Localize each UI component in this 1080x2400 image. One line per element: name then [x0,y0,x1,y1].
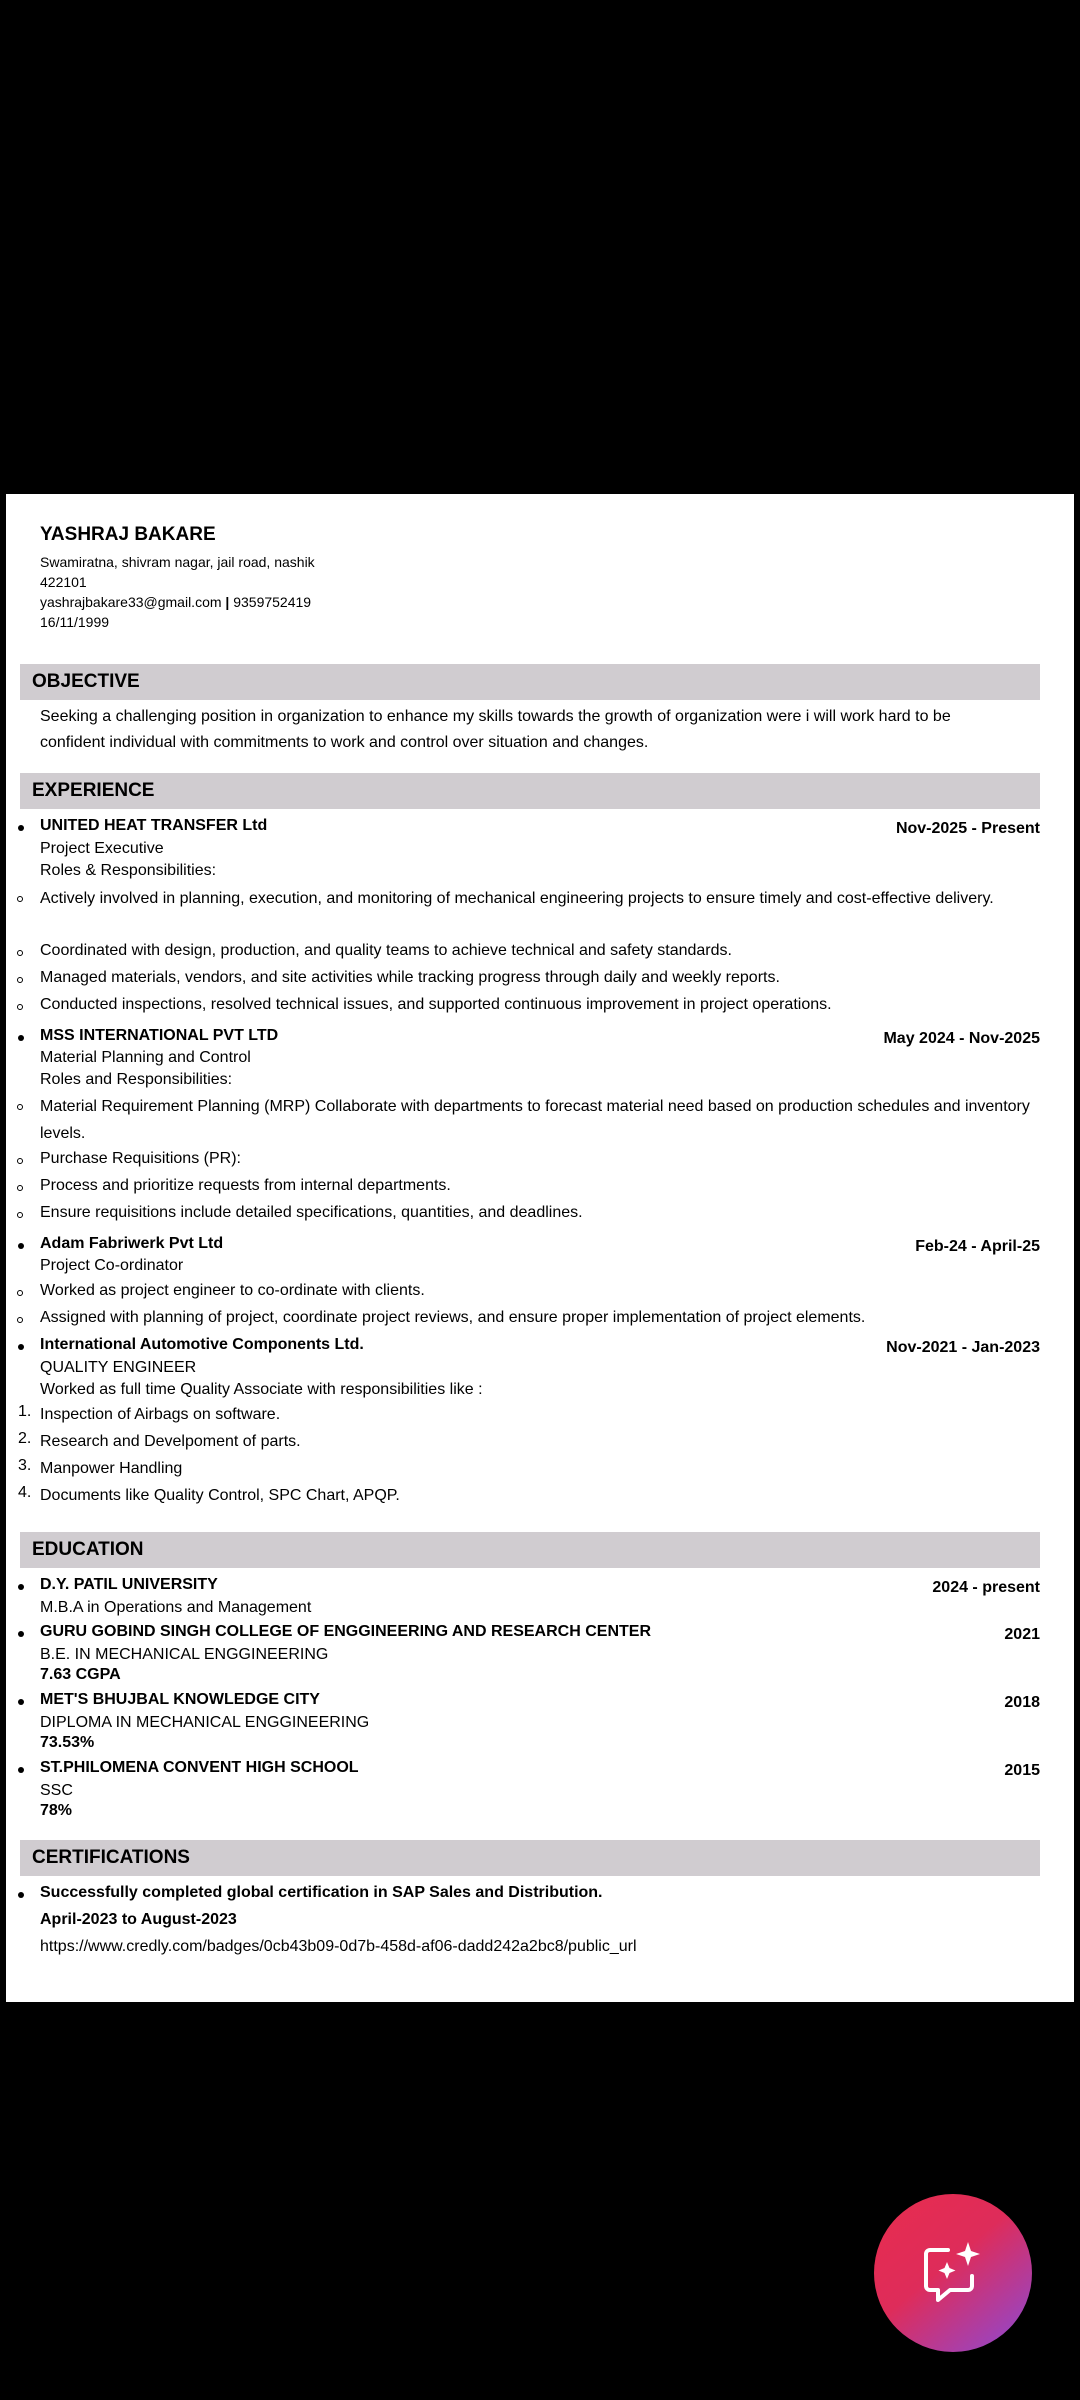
candidate-name: YASHRAJ BAKARE [40,524,216,545]
certification-text: Successfully completed global certification in SAP Sales and Distribution. [40,1884,603,1901]
bullet [17,1185,23,1191]
edu-year: 2018 [1004,1694,1040,1711]
school-name: GURU GOBIND SINGH COLLEGE OF ENGGINEERING AND RESEARCH CENTER [40,1623,651,1640]
responsibility: Purchase Requisitions (PR): [40,1150,241,1167]
bullet [17,1158,23,1164]
degree: B.E. IN MECHANICAL ENGGINEERING [40,1646,329,1663]
job-subheading: Roles & Responsibilities: [40,862,217,879]
responsibility: Process and prioritize requests from internal departments. [40,1177,451,1194]
experience-section-header [20,773,1040,809]
resume-header [40,524,315,632]
bullet [18,1767,24,1773]
bullet [18,1892,24,1898]
objective-section-header [20,664,1040,700]
numbered-item: Manpower Handling [40,1460,183,1477]
responsibility: Material Requirement Planning (MRP) Collaborate with departments to forecast material need based on production schedules and inventory levels. [40,1098,1030,1142]
job-role: Material Planning and Control [40,1049,251,1066]
score: 73.53% [40,1734,95,1751]
bullet [18,1584,24,1590]
job-dates: May 2024 - Nov-2025 [883,1030,1040,1047]
responsibility: Ensure requisitions include detailed specifications, quantities, and deadlines. [40,1204,583,1221]
address-line-1: Swamiratna, shivram nagar, jail road, nashik [40,554,315,570]
list-number: 1. [18,1403,32,1420]
job-dates: Nov-2021 - Jan-2023 [886,1339,1040,1356]
company-name: International Automotive Components Ltd. [40,1336,364,1353]
email[interactable]: yashrajbakare33@gmail.com [40,594,222,610]
numbered-item: Research and Develpoment of parts. [40,1433,301,1450]
edu-year: 2024 - present [932,1579,1040,1596]
bullet [17,1004,23,1010]
school-name: ST.PHILOMENA CONVENT HIGH SCHOOL [40,1759,359,1776]
responsibility: Assigned with planning of project, coordinate project reviews, and ensure proper implementation of project elements. [40,1309,866,1326]
list-number: 3. [18,1457,32,1474]
bullet [17,1290,23,1296]
responsibility: Managed materials, vendors, and site activities while tracking progress through daily and weekly reports. [40,969,780,986]
job-role: Project Executive [40,840,164,857]
section-title: EXPERIENCE [32,780,155,801]
responsibility: Conducted inspections, resolved technical issues, and supported continuous improvement in project operations. [40,996,832,1013]
bullet [18,825,24,831]
education-section-header [20,1532,1040,1568]
school-name: D.Y. PATIL UNIVERSITY [40,1576,218,1593]
section-title: EDUCATION [32,1539,144,1560]
certifications-section-header [20,1840,1040,1876]
ai-chat-button[interactable] [874,2194,1032,2352]
bullet [18,1699,24,1705]
job-intro: Worked as full time Quality Associate with responsibilities like : [40,1381,483,1398]
section-title: CERTIFICATIONS [32,1847,190,1868]
edu-year: 2021 [1004,1626,1040,1643]
job-role: QUALITY ENGINEER [40,1359,197,1376]
responsibility: Coordinated with design, production, and quality teams to achieve technical and safety standards. [40,942,732,959]
list-number: 2. [18,1430,32,1447]
company-name: Adam Fabriwerk Pvt Ltd [40,1235,224,1252]
bullet [17,950,23,956]
separator: | [225,594,230,610]
certification-url[interactable]: https://www.credly.com/badges/0cb43b09-0d7b-458d-af06-dadd242a2bc8/public_url [40,1938,637,1955]
bullet [17,977,23,983]
list-number: 4. [18,1484,32,1501]
bullet [18,1035,24,1041]
score: 78% [40,1802,73,1819]
phone[interactable]: 9359752419 [233,594,312,610]
degree: SSC [40,1782,73,1799]
date-of-birth: 16/11/1999 [40,614,110,630]
company-name: UNITED HEAT TRANSFER Ltd [40,817,268,834]
bullet [18,1243,24,1249]
school-name: MET'S BHUJBAL KNOWLEDGE CITY [40,1691,320,1708]
edu-year: 2015 [1004,1762,1040,1779]
degree: DIPLOMA IN MECHANICAL ENGGINEERING [40,1714,370,1731]
job-subheading: Roles and Responsibilities: [40,1071,233,1088]
score: 7.63 CGPA [40,1666,121,1683]
section-title: OBJECTIVE [32,671,140,692]
ai-chat-sparkle-icon [918,2238,988,2308]
resume-page [6,494,1074,2002]
objective-text: Seeking a challenging position in organization to enhance my skills towards the growth of organization were i will work hard to be confident individual with commitments to work and control over situation and changes. [40,708,951,751]
numbered-item: Documents like Quality Control, SPC Chart, APQP. [40,1487,400,1504]
responsibility: Actively involved in planning, execution, and monitoring of mechanical engineering projects to ensure timely and cost-effective delivery. [40,890,994,907]
job-dates: Feb-24 - April-25 [915,1238,1040,1255]
contact-line [40,592,315,612]
address-line-2: 422101 [40,574,87,590]
bullet [18,1631,24,1637]
job-dates: Nov-2025 - Present [895,820,1040,837]
bullet [17,1317,23,1323]
degree: M.B.A in Operations and Management [40,1599,312,1616]
job-role: Project Co-ordinator [40,1257,184,1274]
responsibility: Worked as project engineer to co-ordinate with clients. [40,1282,425,1299]
bullet [17,1104,23,1110]
bullet [17,1212,23,1218]
certification-dates: April-2023 to August-2023 [40,1911,237,1928]
bullet [17,896,23,902]
bullet [18,1344,24,1350]
company-name: MSS INTERNATIONAL PVT LTD [40,1027,279,1044]
numbered-item: Inspection of Airbags on software. [40,1406,281,1423]
